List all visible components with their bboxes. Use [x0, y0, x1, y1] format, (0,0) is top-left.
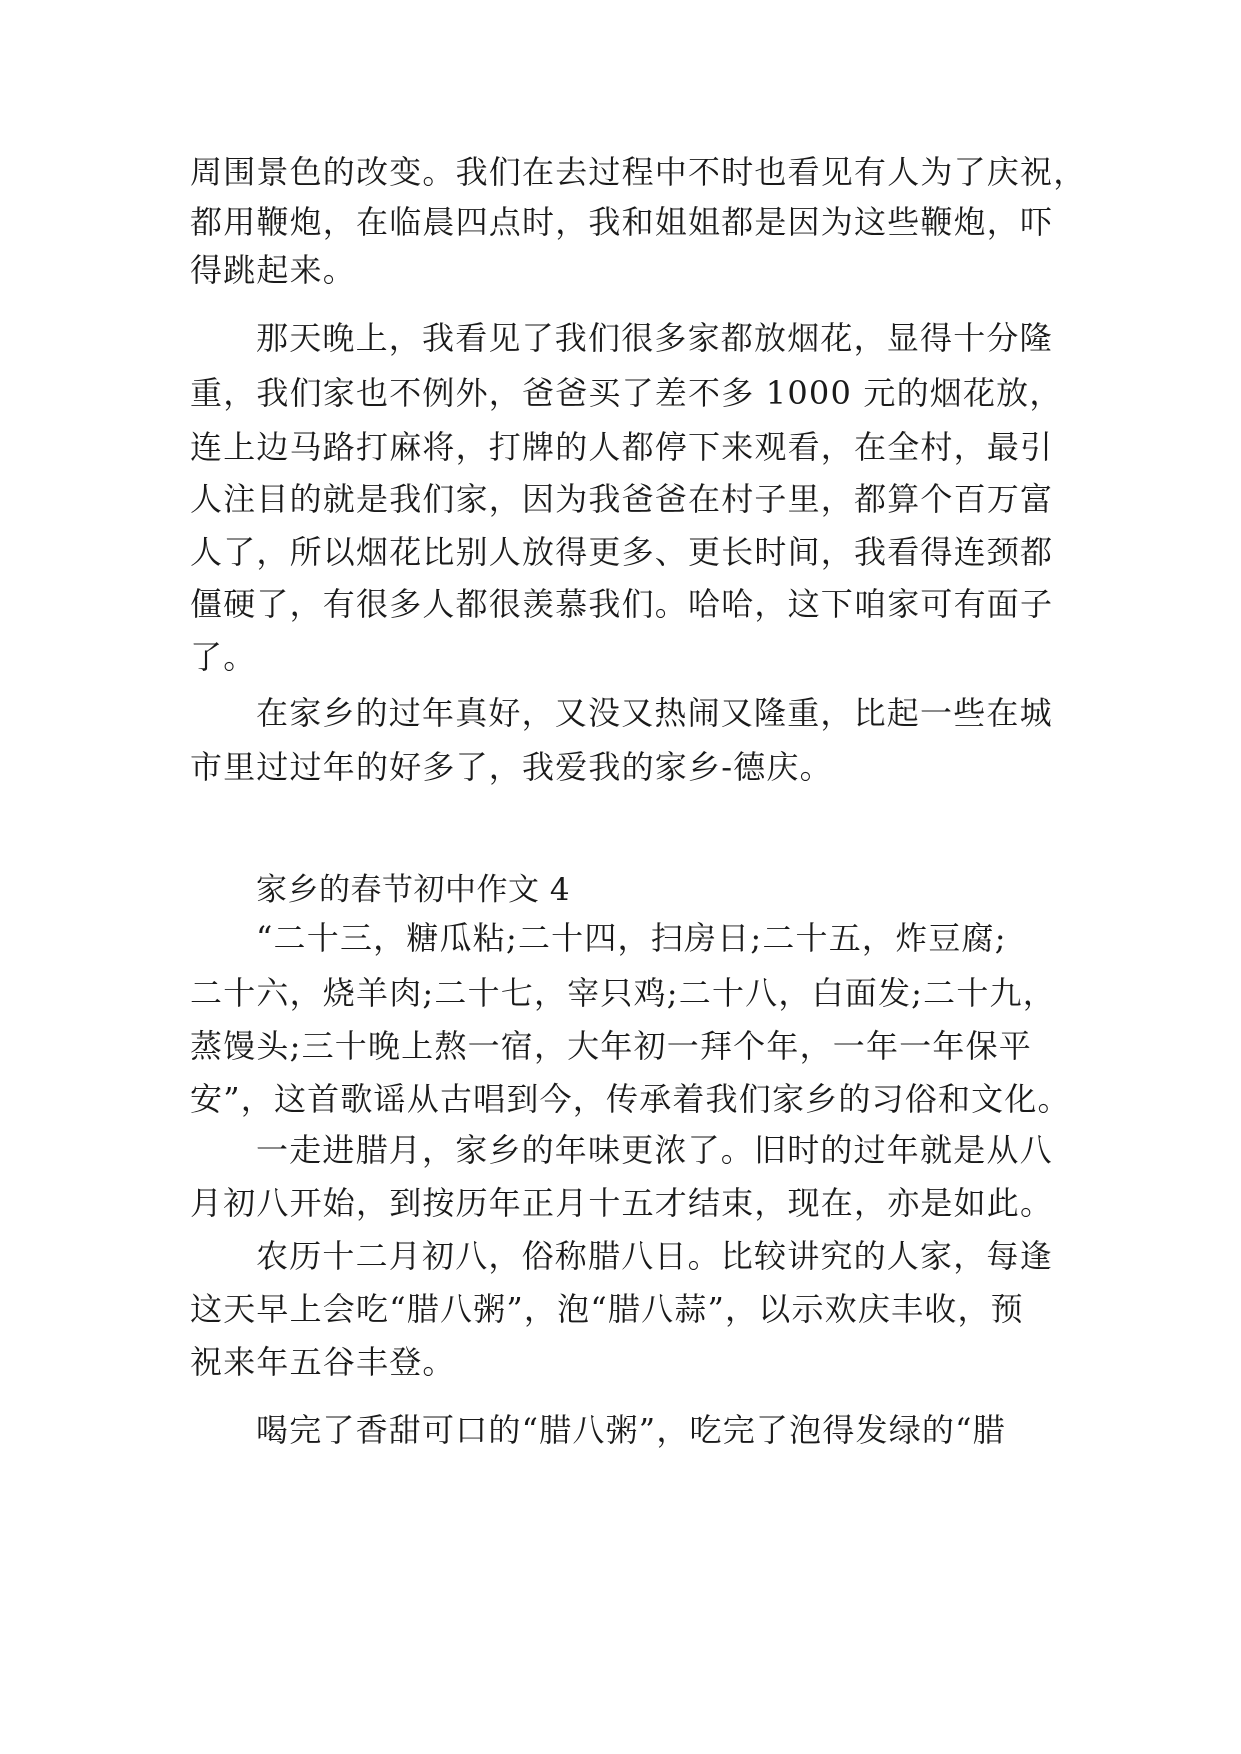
text-line: 僵硬了，有很多人都很羡慕我们。哈哈，这下咱家可有面子	[190, 585, 1054, 623]
paragraph-first-line: 一走进腊月，家乡的年味更浓了。旧时的过年就是从八	[256, 1131, 1053, 1169]
text-line: 重，我们家也不例外，爸爸买了差不多 1000 元的烟花放，	[190, 374, 1063, 412]
text-line: 安”，这首歌谣从古唱到今，传承着我们家乡的习俗和文化。	[190, 1080, 1071, 1118]
text-line: 这天早上会吃“腊八粥”，泡“腊八蒜”，以示欢庆丰收，预	[190, 1290, 1024, 1328]
paragraph-first-line: 喝完了香甜可口的“腊八粥”，吃完了泡得发绿的“腊	[256, 1411, 1006, 1449]
text-line: 了。	[190, 638, 257, 676]
paragraph-first-line: “二十三，糖瓜粘;二十四，扫房日;二十五，炸豆腐;	[256, 919, 1007, 957]
text-line: 祝来年五谷丰登。	[190, 1343, 456, 1381]
text-line: 蒸馒头;三十晚上熬一宿，大年初一拜个年，一年一年保平	[190, 1027, 1032, 1065]
paragraph-first-line: 在家乡的过年真好，又没又热闹又隆重，比起一些在城	[256, 694, 1053, 732]
text-line: 月初八开始，到按历年正月十五才结束，现在，亦是如此。	[190, 1184, 1054, 1222]
text-line: 人注目的就是我们家，因为我爸爸在村子里，都算个百万富	[190, 480, 1054, 518]
section-title: 家乡的春节初中作文 4	[256, 872, 571, 908]
text-line: 得跳起来。	[190, 251, 357, 289]
paragraph-first-line: 那天晚上，我看见了我们很多家都放烟花，显得十分隆	[256, 319, 1053, 357]
text-line: 周围景色的改变。我们在去过程中不时也看见有人为了庆祝，	[190, 153, 1087, 191]
text-line: 都用鞭炮，在临晨四点时，我和姐姐都是因为这些鞭炮，吓	[190, 203, 1054, 241]
text-line: 连上边马路打麻将，打牌的人都停下来观看，在全村，最引	[190, 428, 1054, 466]
paragraph-first-line: 农历十二月初八，俗称腊八日。比较讲究的人家，每逢	[256, 1237, 1053, 1275]
text-line: 人了，所以烟花比别人放得更多、更长时间，我看得连颈都	[190, 533, 1054, 571]
text-line: 市里过过年的好多了，我爱我的家乡-德庆。	[190, 748, 833, 786]
text-line: 二十六，烧羊肉;二十七，宰只鸡;二十八，白面发;二十九，	[190, 974, 1056, 1012]
